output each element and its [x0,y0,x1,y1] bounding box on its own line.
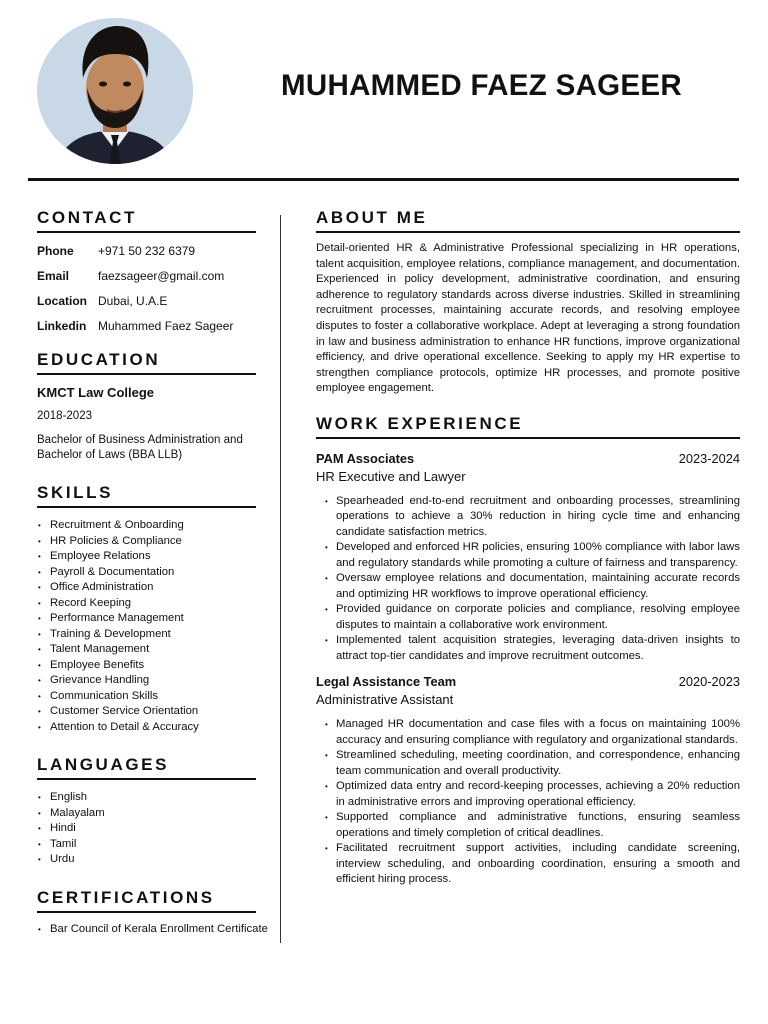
education-years: 2018-2023 [37,410,92,422]
education-degree-line-2: Bachelor of Laws (BBA LLB) [37,449,183,461]
languages-list [37,790,256,868]
language-item: • Malayalam [37,806,256,822]
education-school: KMCT Law College [37,385,155,400]
contact-location-label: Location [37,294,87,308]
header-divider [28,178,739,181]
job-bullet: • Managed HR documentation and case files with a focus on maintaining 100% accuracy and ensuring compliance with regulatory and organizational standards. [336,717,740,748]
certifications-heading: CERTIFICATIONS [37,888,256,913]
about-heading: ABOUT ME [316,208,740,233]
skills-heading: SKILLS [37,483,256,508]
about-section [316,208,740,397]
job-role: Administrative Assistant [316,692,454,708]
profile-photo [37,18,193,164]
contact-email-row [37,269,256,283]
job-bullet: • Facilitated recruitment support activities, including candidate screening, interview scheduling, and onboarding coordination, ensuring a smooth and efficient hiring process. [336,841,740,888]
job-entry [316,674,740,888]
job-header [316,451,740,467]
contact-section [37,208,256,333]
job-years: 2020-2023 [678,674,740,690]
job-bullet: • Developed and enforced HR policies, ensuring 100% compliance with labor laws and regulatory standards while promoting a culture of fairness and transparency. [336,540,740,571]
certifications-section [37,887,268,938]
contact-heading: CONTACT [37,208,256,233]
skill-item: • HR Policies & Compliance [37,534,256,550]
skill-item: • Grievance Handling [37,673,256,689]
skill-item: • Performance Management [37,611,256,627]
language-item: • Urdu [37,852,256,868]
job-bullet: • Supported compliance and administrative functions, ensuring seamless operations and timely completion of critical deadlines. [336,810,740,841]
language-item: • Hindi [37,821,256,837]
education-section [37,350,256,463]
certification-item: • Bar Council of Kerala Enrollment Certificate [37,922,237,938]
contact-linkedin-row [37,319,256,333]
skills-list [37,518,256,735]
education-degree [37,433,256,463]
about-text: Detail-oriented HR & Administrative Professional specializing in HR operations, talent acquisition, employee relations, compliance management, and documentation. Experienced in policy development, administrative coordination, and ensuring adherence to regulatory standards across diverse industries. Skilled in streamlining recruitment processes, maintaining accurate records, and resolving employee disputes to foster a collaborative workplace. Adept at leveraging a strong foundation in law and business administration to enhance HR functions, improve organizational efficiency, and drive operational excellence. Seeking to apply my HR expertise to strengthen compliance protocols, optimize HR processes, and promote positive employee engagement. [316,242,740,395]
contact-linkedin-value: Muhammed Faez Sageer [98,319,234,333]
skill-item: • Customer Service Orientation [37,704,256,720]
experience-section [316,414,740,888]
job-bullets [316,494,740,665]
job-bullet: • Spearheaded end-to-end recruitment and onboarding processes, streamlining operations to achieve a 30% reduction in hiring cycle time and enhancing candidate satisfaction metrics. [336,494,740,541]
skill-item: • Office Administration [37,580,256,596]
job-years: 2023-2024 [678,450,740,466]
contact-location-row [37,294,256,308]
candidate-name: MUHAMMED FAEZ SAGEER [281,69,682,102]
experience-heading: WORK EXPERIENCE [316,414,740,439]
job-bullet: • Implemented talent acquisition strategies, leveraging data-driven insights to attract top-tier candidates and improve recruitment outcomes. [336,633,740,664]
certifications-list [37,922,268,938]
job-entry [316,451,740,665]
left-column [37,208,268,937]
skill-item: • Attention to Detail & Accuracy [37,720,256,736]
contact-phone-label: Phone [37,244,74,258]
contact-phone-row [37,244,256,258]
education-degree-line-1: Bachelor of Business Administration and [37,434,243,446]
job-bullet: • Oversaw employee relations and documentation, maintaining accurate records and optimizing HR workflows to improve operational efficiency. [336,571,740,602]
skill-item: • Employee Relations [37,549,256,565]
languages-section [37,755,256,868]
skill-item: • Payroll & Documentation [37,565,256,581]
language-item: • Tamil [37,837,256,853]
job-header [316,674,740,690]
skills-section [37,483,256,735]
job-role: HR Executive and Lawyer [316,468,466,484]
languages-heading: LANGUAGES [37,755,256,780]
contact-email-label: Email [37,269,70,283]
contact-linkedin-label: Linkedin [37,319,87,333]
skill-item: • Training & Development [37,627,256,643]
skill-item: • Recruitment & Onboarding [37,518,256,534]
contact-email-value: faezsageer@gmail.com [98,269,225,283]
skill-item: • Talent Management [37,642,256,658]
contact-phone-value: +971 50 232 6379 [98,244,196,258]
contact-location-value: Dubai, U.A.E [98,294,168,308]
job-bullet: • Optimized data entry and record-keeping processes, achieving a 20% reduction in administrative errors and improving operational efficiency. [336,779,740,810]
job-bullets [316,717,740,888]
skill-item: • Record Keeping [37,596,256,612]
column-divider [280,215,281,943]
skill-item: • Communication Skills [37,689,256,705]
education-heading: EDUCATION [37,350,256,375]
job-company: Legal Assistance Team [316,674,457,690]
job-company: PAM Associates [316,450,415,466]
job-bullet: • Streamlined scheduling, meeting coordination, and correspondence, enhancing team communication and overall productivity. [336,748,740,779]
right-column [316,208,740,888]
language-item: • English [37,790,256,806]
skill-item: • Employee Benefits [37,658,256,674]
job-bullet: • Provided guidance on corporate policies and compliance, resolving employee disputes to maintain a collaborative work environment. [336,602,740,633]
